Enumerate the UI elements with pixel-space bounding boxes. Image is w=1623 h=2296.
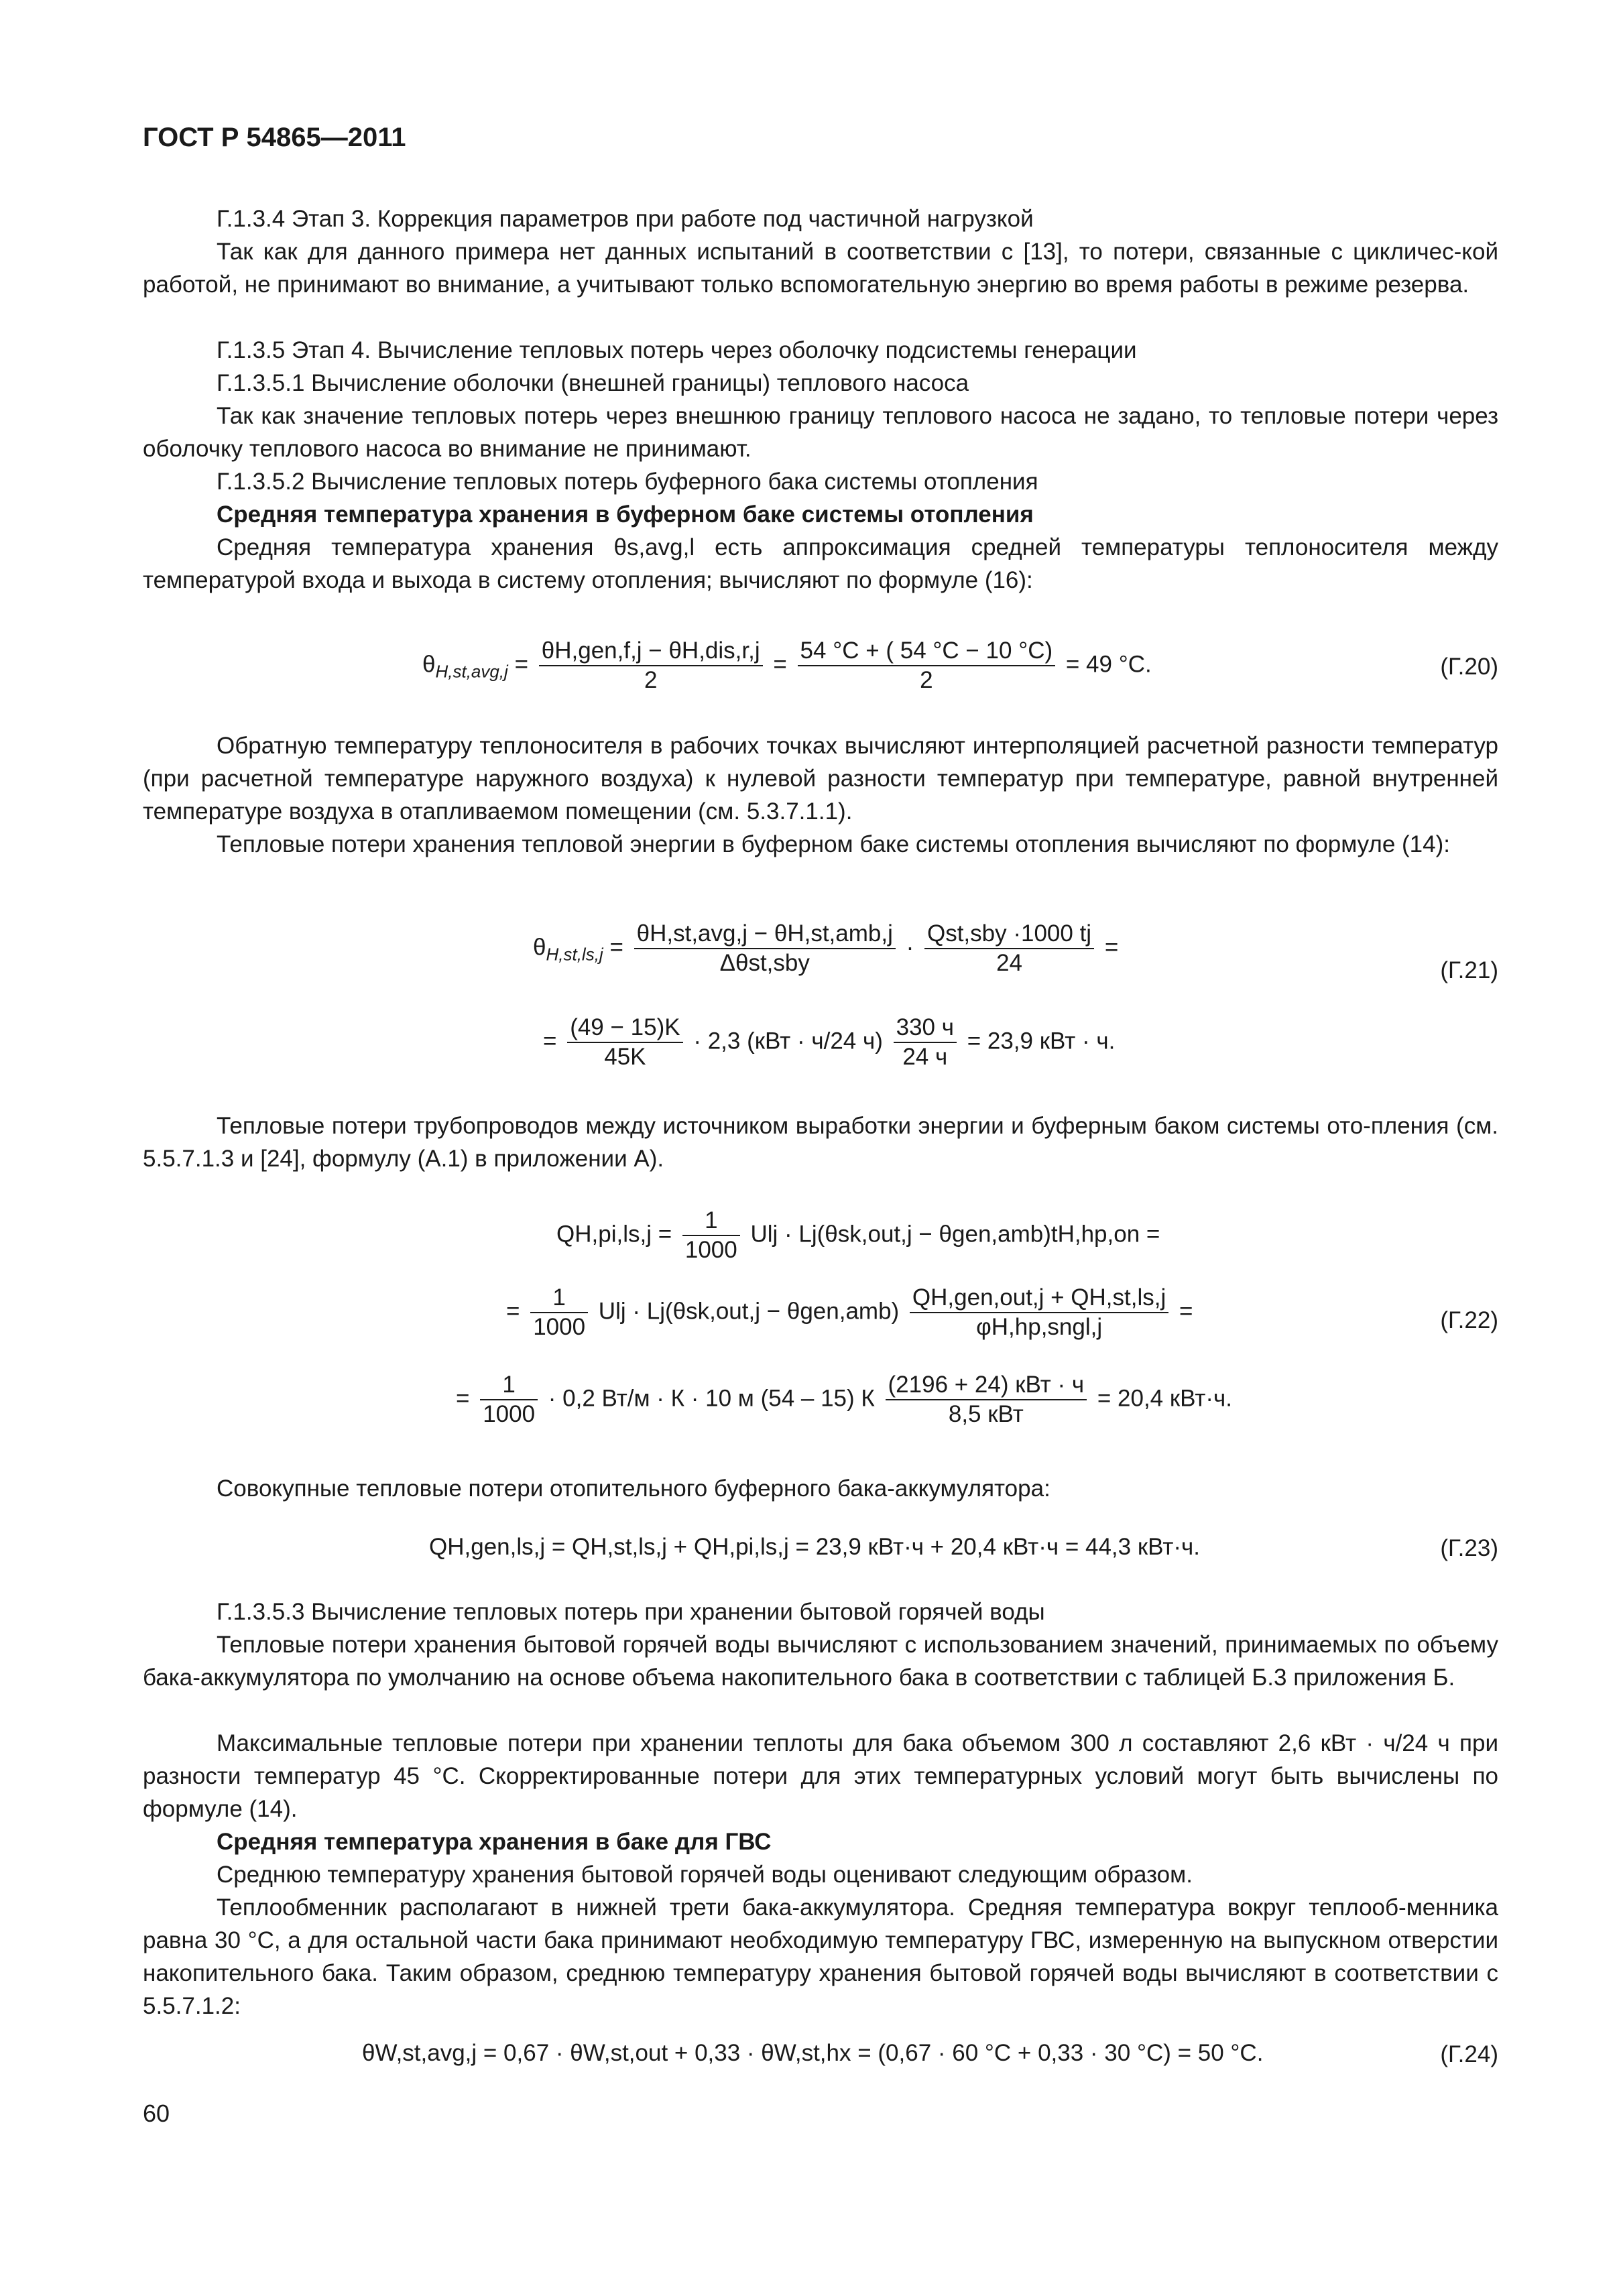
formula-result: = 20,4 кВт·ч. <box>1097 1385 1232 1412</box>
denominator: 1000 <box>684 1237 737 1263</box>
fraction <box>886 1371 1087 1429</box>
formula-g22-definition: QH,pi,ls,j = $\frac{1}{1000}$ Ulj · Lj(θsk,out,j − θgen,amb)tH,hp,on = <box>556 1207 1160 1263</box>
fraction <box>798 637 1056 694</box>
formula-g21: $\theta_{H,st,ls,j}$ = $\frac{\text{θH,st,avg,j − θH,st,amb,j}}{\text{Δθst,sby}}$ · $\frac{\text{Qst,sby ·1000 tj}}{24}$ = <box>533 920 1119 976</box>
equals-sign: = <box>773 651 787 678</box>
section-heading: Г.1.3.5.1 Вычисление оболочки (внешней границы) теплового насоса <box>217 370 969 396</box>
equals-sign: = <box>514 651 529 678</box>
multiply-dot: · <box>906 934 914 961</box>
equation-number: (Г.23) <box>1440 1535 1498 1561</box>
denominator: 8,5 кВт <box>948 1401 1024 1427</box>
denominator: 1000 <box>533 1314 586 1340</box>
numerator: QH,gen,out,j + QH,st,ls,j <box>910 1284 1168 1313</box>
numerator: 1 <box>530 1284 588 1313</box>
body-paragraph: Максимальные тепловые потери при хранении теплоты для бака объемом 300 л составляют 2,6 кВт · ч/24 ч при разности температур 45 °С. Скорректированные потери для этих температурных условий могут быть вычислены по формуле (14). <box>143 1730 1498 1822</box>
equals-sign: = <box>543 1028 557 1054</box>
equals-sign: = <box>506 1298 520 1325</box>
numerator: (49 − 15)K <box>567 1014 682 1043</box>
formula-g23: QH,gen,ls,j = QH,st,ls,j + QH,pi,ls,j = 23,9 кВт·ч + 20,4 кВт·ч = 44,3 кВт·ч. <box>429 1534 1200 1560</box>
numerator: 1 <box>480 1371 538 1400</box>
denominator: 1000 <box>483 1401 536 1427</box>
numerator: 330 ч <box>894 1014 957 1043</box>
formula-g21-evaluation: = $\frac{(49 - 15)K}{45K}$ · 2,3 (кВт · ч/24 ч) $\frac{330 ч}{24 ч}$ = 23,9 кВт · ч. <box>543 1014 1116 1070</box>
body-paragraph: Тепловые потери трубопроводов между источником выработки энергии и буферным баком системы ото-пления (см. 5.5.7.1.3 и [24], формулу (А.1) в приложении А). <box>143 1113 1498 1172</box>
section-heading: Г.1.3.5.3 Вычисление тепловых потерь при хранении бытовой горячей воды <box>217 1599 1045 1625</box>
formula-lhs: θ <box>422 651 436 678</box>
formula-g20: $\theta_{H,st,avg,j}$ = $\frac{\text{θH,gen,f,j − θH,dis,r,j}}{2}$ = $\frac{54 ^\circ C + ( 54 ^\circ C - 10 ^\circ C)}{2}$ = 49 °C. <box>422 638 1152 693</box>
body-paragraph: Обратную температуру теплоносителя в рабочих точках вычисляют интерполяцией расчетной разности температур (при расчетной температуре наружного воздуха) к нулевой разности температур при температуре, равной внутренней температуре воздуха в отапливаемом помещении (см. 5.3.7.1.1). <box>143 733 1498 825</box>
body-paragraph: Среднюю температуру хранения бытовой горячей воды оценивают следующим образом. <box>217 1862 1193 1888</box>
equals-sign: = <box>456 1385 470 1412</box>
fraction <box>567 1014 682 1071</box>
denominator: 45K <box>604 1044 646 1070</box>
equals-sign: = <box>1104 934 1119 961</box>
equals-sign: = <box>609 934 623 961</box>
numerator: θH,gen,f,j − θH,dis,r,j <box>539 637 763 666</box>
numerator: 1 <box>682 1207 740 1236</box>
formula-g22-substitution: = $\frac{1}{1000}$ Ulj · Lj(θsk,out,j − θgen,amb) $\frac{\text{QH,gen,out,j + QH,st,ls,j}}{\text{φH,hp,sngl,j}}$ = <box>506 1284 1193 1340</box>
equals-sign: = <box>1179 1298 1193 1325</box>
formula-result: = 23,9 кВт · ч. <box>967 1028 1116 1054</box>
denominator: 2 <box>644 667 658 693</box>
equation-number: (Г.24) <box>1440 2041 1498 2067</box>
numerator: (2196 + 24) кВт · ч <box>886 1371 1087 1400</box>
fraction <box>682 1207 740 1264</box>
body-paragraph: Так как значение тепловых потерь через внешнюю границу теплового насоса не задано, то тепловые потери через оболочку теплового насоса во внимание не принимают. <box>143 403 1498 462</box>
bold-subheading: Средняя температура хранения в буферном баке системы отопления <box>217 501 1034 528</box>
body-paragraph: Тепловые потери хранения тепловой энергии в буферном баке системы отопления вычисляют по формуле (14): <box>217 831 1450 857</box>
equation-number: (Г.22) <box>1440 1307 1498 1333</box>
fraction <box>480 1371 538 1429</box>
section-heading: Г.1.3.5.2 Вычисление тепловых потерь буферного бака системы отопления <box>217 469 1038 495</box>
page-number: 60 <box>143 2100 170 2127</box>
fraction <box>539 637 763 694</box>
equation-number: (Г.20) <box>1440 654 1498 680</box>
numerator: θH,st,avg,j − θH,st,amb,j <box>634 920 896 949</box>
denominator: Δθst,sby <box>719 950 810 976</box>
document-header: ГОСТ Р 54865—2011 <box>143 123 406 152</box>
fraction <box>924 920 1094 977</box>
body-paragraph: Теплообменник располагают в нижней трети бака-аккумулятора. Средняя температура вокруг теплооб-менника равна 30 °С, а для остальной части бака принимают необходимую температуру ГВС, измеренную на выпускном отверстии накопительного бака. Таким образом, среднюю температуру хранения бытовой горячей воды вычисляют в соответствии с 5.5.7.1.2: <box>143 1894 1498 2019</box>
fraction <box>634 920 896 977</box>
fraction <box>530 1284 588 1341</box>
fraction <box>910 1284 1168 1341</box>
denominator: 2 <box>920 667 933 693</box>
fraction <box>894 1014 957 1071</box>
section-heading: Г.1.3.4 Этап 3. Коррекция параметров при работе под частичной нагрузкой <box>217 206 1034 232</box>
formula-result: = 49 °C. <box>1065 651 1152 678</box>
denominator: 24 <box>996 950 1022 976</box>
denominator: 24 ч <box>902 1044 948 1070</box>
bold-subheading: Средняя температура хранения в баке для ГВС <box>217 1829 772 1855</box>
body-paragraph: Так как для данного примера нет данных испытаний в соответствии с [13], то потери, связанные с цикличес-кой работой, не принимают во внимание, а учитывают только вспомогательную энергию во время работы в режиме резерва. <box>143 239 1498 298</box>
denominator: φH,hp,sngl,j <box>976 1314 1103 1340</box>
section-heading: Г.1.3.5 Этап 4. Вычисление тепловых потерь через оболочку подсистемы генерации <box>217 337 1137 363</box>
body-paragraph: Тепловые потери хранения бытовой горячей воды вычисляют с использованием значений, принимаемых по объему бака-аккумулятора по умолчанию на основе объема накопительного бака в соответствии с таблицей Б.3 приложения Б. <box>143 1632 1498 1691</box>
formula-g24: θW,st,avg,j = 0,67 · θW,st,out + 0,33 · θW,st,hx = (0,67 · 60 °С + 0,33 · 30 °С) = 50 °С. <box>362 2040 1264 2066</box>
equation-number: (Г.21) <box>1440 957 1498 983</box>
numerator: 54 °C + ( 54 °C − 10 °C) <box>798 637 1056 666</box>
body-paragraph: Совокупные тепловые потери отопительного буферного бака-аккумулятора: <box>217 1475 1050 1502</box>
numerator: Qst,sby ·1000 tj <box>924 920 1094 949</box>
body-paragraph: Средняя температура хранения θs,avg,l есть аппроксимация средней температуры теплоносителя между температурой входа и выхода в систему отопления; вычисляют по формуле (16): <box>143 534 1498 593</box>
formula-g22-evaluation: = $\frac{1}{1000}$ · 0,2 Вт/м · К · 10 м (54 – 15) К $\frac{\text{(2196 + 24) кВт · ч}}{\text{8,5 кВт}}$ = 20,4 кВт·ч. <box>456 1372 1232 1427</box>
